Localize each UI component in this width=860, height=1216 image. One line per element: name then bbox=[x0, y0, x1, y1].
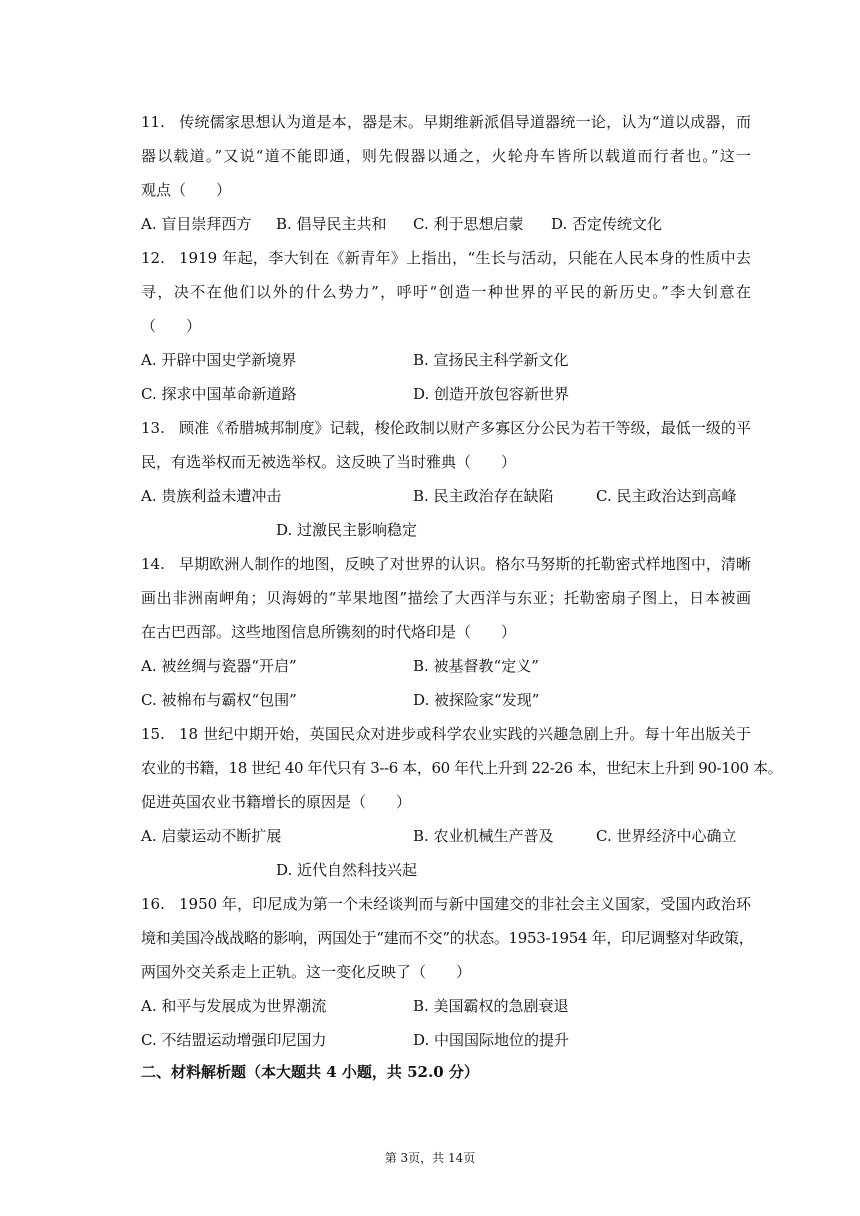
question-13-option-c: C. 民主政治达到高峰 bbox=[596, 487, 737, 505]
question-15-line-3: 促进英国农业书籍增长的原因是（ ） bbox=[141, 793, 412, 811]
question-13-line-2: 民，有选举权而无被选举权。这反映了当时雅典（ ） bbox=[141, 453, 517, 471]
question-11-option-c: C. 利于思想启蒙 bbox=[413, 215, 524, 233]
question-14-line-3: 在古巴西部。这些地图信息所镌刻的时代烙印是（ ） bbox=[141, 623, 517, 641]
question-16-number: 16. bbox=[141, 895, 165, 913]
question-16-option-a: A. 和平与发展成为世界潮流 bbox=[141, 997, 327, 1015]
question-13-option-a: A. 贵族利益未遭冲击 bbox=[141, 487, 282, 505]
question-11-line-2: 器以载道。”又说“道不能即通，则先假器以通之，火轮舟车皆所以载道而行者也。”这一 bbox=[141, 147, 751, 165]
question-15-line-1: 15. 18 世纪中期开始，英国民众对进步或科学农业实践的兴趣急剧上升。每十年出版关于 bbox=[141, 725, 751, 743]
question-16-option-d: D. 中国国际地位的提升 bbox=[413, 1031, 570, 1049]
question-12-line-3: （ ） bbox=[141, 317, 202, 335]
question-14-option-b: B. 被基督教“定义” bbox=[413, 657, 539, 675]
question-13-number: 13. bbox=[141, 419, 165, 437]
question-14-option-c: C. 被棉布与霸权“包围” bbox=[141, 691, 297, 709]
question-15-option-c: C. 世界经济中心确立 bbox=[596, 827, 737, 845]
question-14-number: 14. bbox=[141, 555, 165, 573]
question-14-line-1: 14. 早期欧洲人制作的地图，反映了对世界的认识。格尔马努斯的托勒密式样地图中，清晰 bbox=[141, 555, 751, 573]
question-16-line-1: 16. 1950 年，印尼成为第一个未经谈判而与新中国建交的非社会主义国家，受国内政治环 bbox=[141, 895, 751, 913]
question-12-line-2: 寻，决不在他们以外的什么势力”，呼吁“创造一种世界的平民的新历史。”李大钊意在 bbox=[141, 283, 751, 301]
question-13-option-d: D. 过激民主影响稳定 bbox=[276, 521, 418, 539]
question-11-option-d: D. 否定传统文化 bbox=[551, 215, 663, 233]
section-title: 二、材料解析题（本大题共 4 小题，共 52.0 分） bbox=[141, 1063, 479, 1081]
question-13-option-b: B. 民主政治存在缺陷 bbox=[413, 487, 554, 505]
question-12-option-c: C. 探求中国革命新道路 bbox=[141, 385, 297, 403]
question-12-option-b: B. 宣扬民主科学新文化 bbox=[413, 351, 569, 369]
page-footer: 第 3页，共 14页 bbox=[384, 1151, 476, 1165]
question-11-number: 11. bbox=[141, 113, 165, 131]
question-12-option-d: D. 创造开放包容新世界 bbox=[413, 385, 570, 403]
question-15-option-a: A. 启蒙运动不断扩展 bbox=[141, 827, 282, 845]
question-12-line-1: 12. 1919 年起，李大钊在《新青年》上指出，“生长与活动，只能在人民本身的性质中去 bbox=[141, 249, 751, 267]
question-11-option-a: A. 盲目崇拜西方 bbox=[141, 215, 252, 233]
question-16-option-c: C. 不结盟运动增强印尼国力 bbox=[141, 1031, 327, 1049]
question-13-line-1: 13. 顾准《希腊城邦制度》记载，梭伦政制以财产多寡区分公民为若干等级，最低一级的平 bbox=[141, 419, 751, 437]
question-12-option-a: A. 开辟中国史学新境界 bbox=[141, 351, 297, 369]
question-15-number: 15. bbox=[141, 725, 165, 743]
question-15-line-2: 农业的书籍，18 世纪 40 年代只有 3--6 本，60 年代上升到 22-26 本，世纪末上升到 90-100 本。 bbox=[141, 759, 783, 777]
question-12-number: 12. bbox=[141, 249, 165, 267]
question-11-line-1: 11. 传统儒家思想认为道是本，器是末。早期维新派倡导道器统一论，认为“道以成器，而 bbox=[141, 113, 751, 131]
question-15-option-b: B. 农业机械生产普及 bbox=[413, 827, 554, 845]
question-16-line-2: 境和美国冷战战略的影响，两国处于“建而不交”的状态。1953-1954 年，印尼调整对华政策， bbox=[141, 929, 754, 947]
question-11-option-b: B. 倡导民主共和 bbox=[276, 215, 387, 233]
question-11-line-3: 观点（ ） bbox=[141, 181, 232, 199]
question-14-option-d: D. 被探险家“发现” bbox=[413, 691, 540, 709]
question-14-line-2: 画出非洲南岬角；贝海姆的“苹果地图”描绘了大西洋与东亚；托勒密扇子图上，日本被画 bbox=[141, 589, 751, 607]
question-16-line-3: 两国外交关系走上正轨。这一变化反映了（ ） bbox=[141, 963, 472, 981]
question-15-option-d: D. 近代自然科技兴起 bbox=[276, 861, 418, 879]
question-16-option-b: B. 美国霸权的急剧衰退 bbox=[413, 997, 569, 1015]
question-14-option-a: A. 被丝绸与瓷器“开启” bbox=[141, 657, 297, 675]
